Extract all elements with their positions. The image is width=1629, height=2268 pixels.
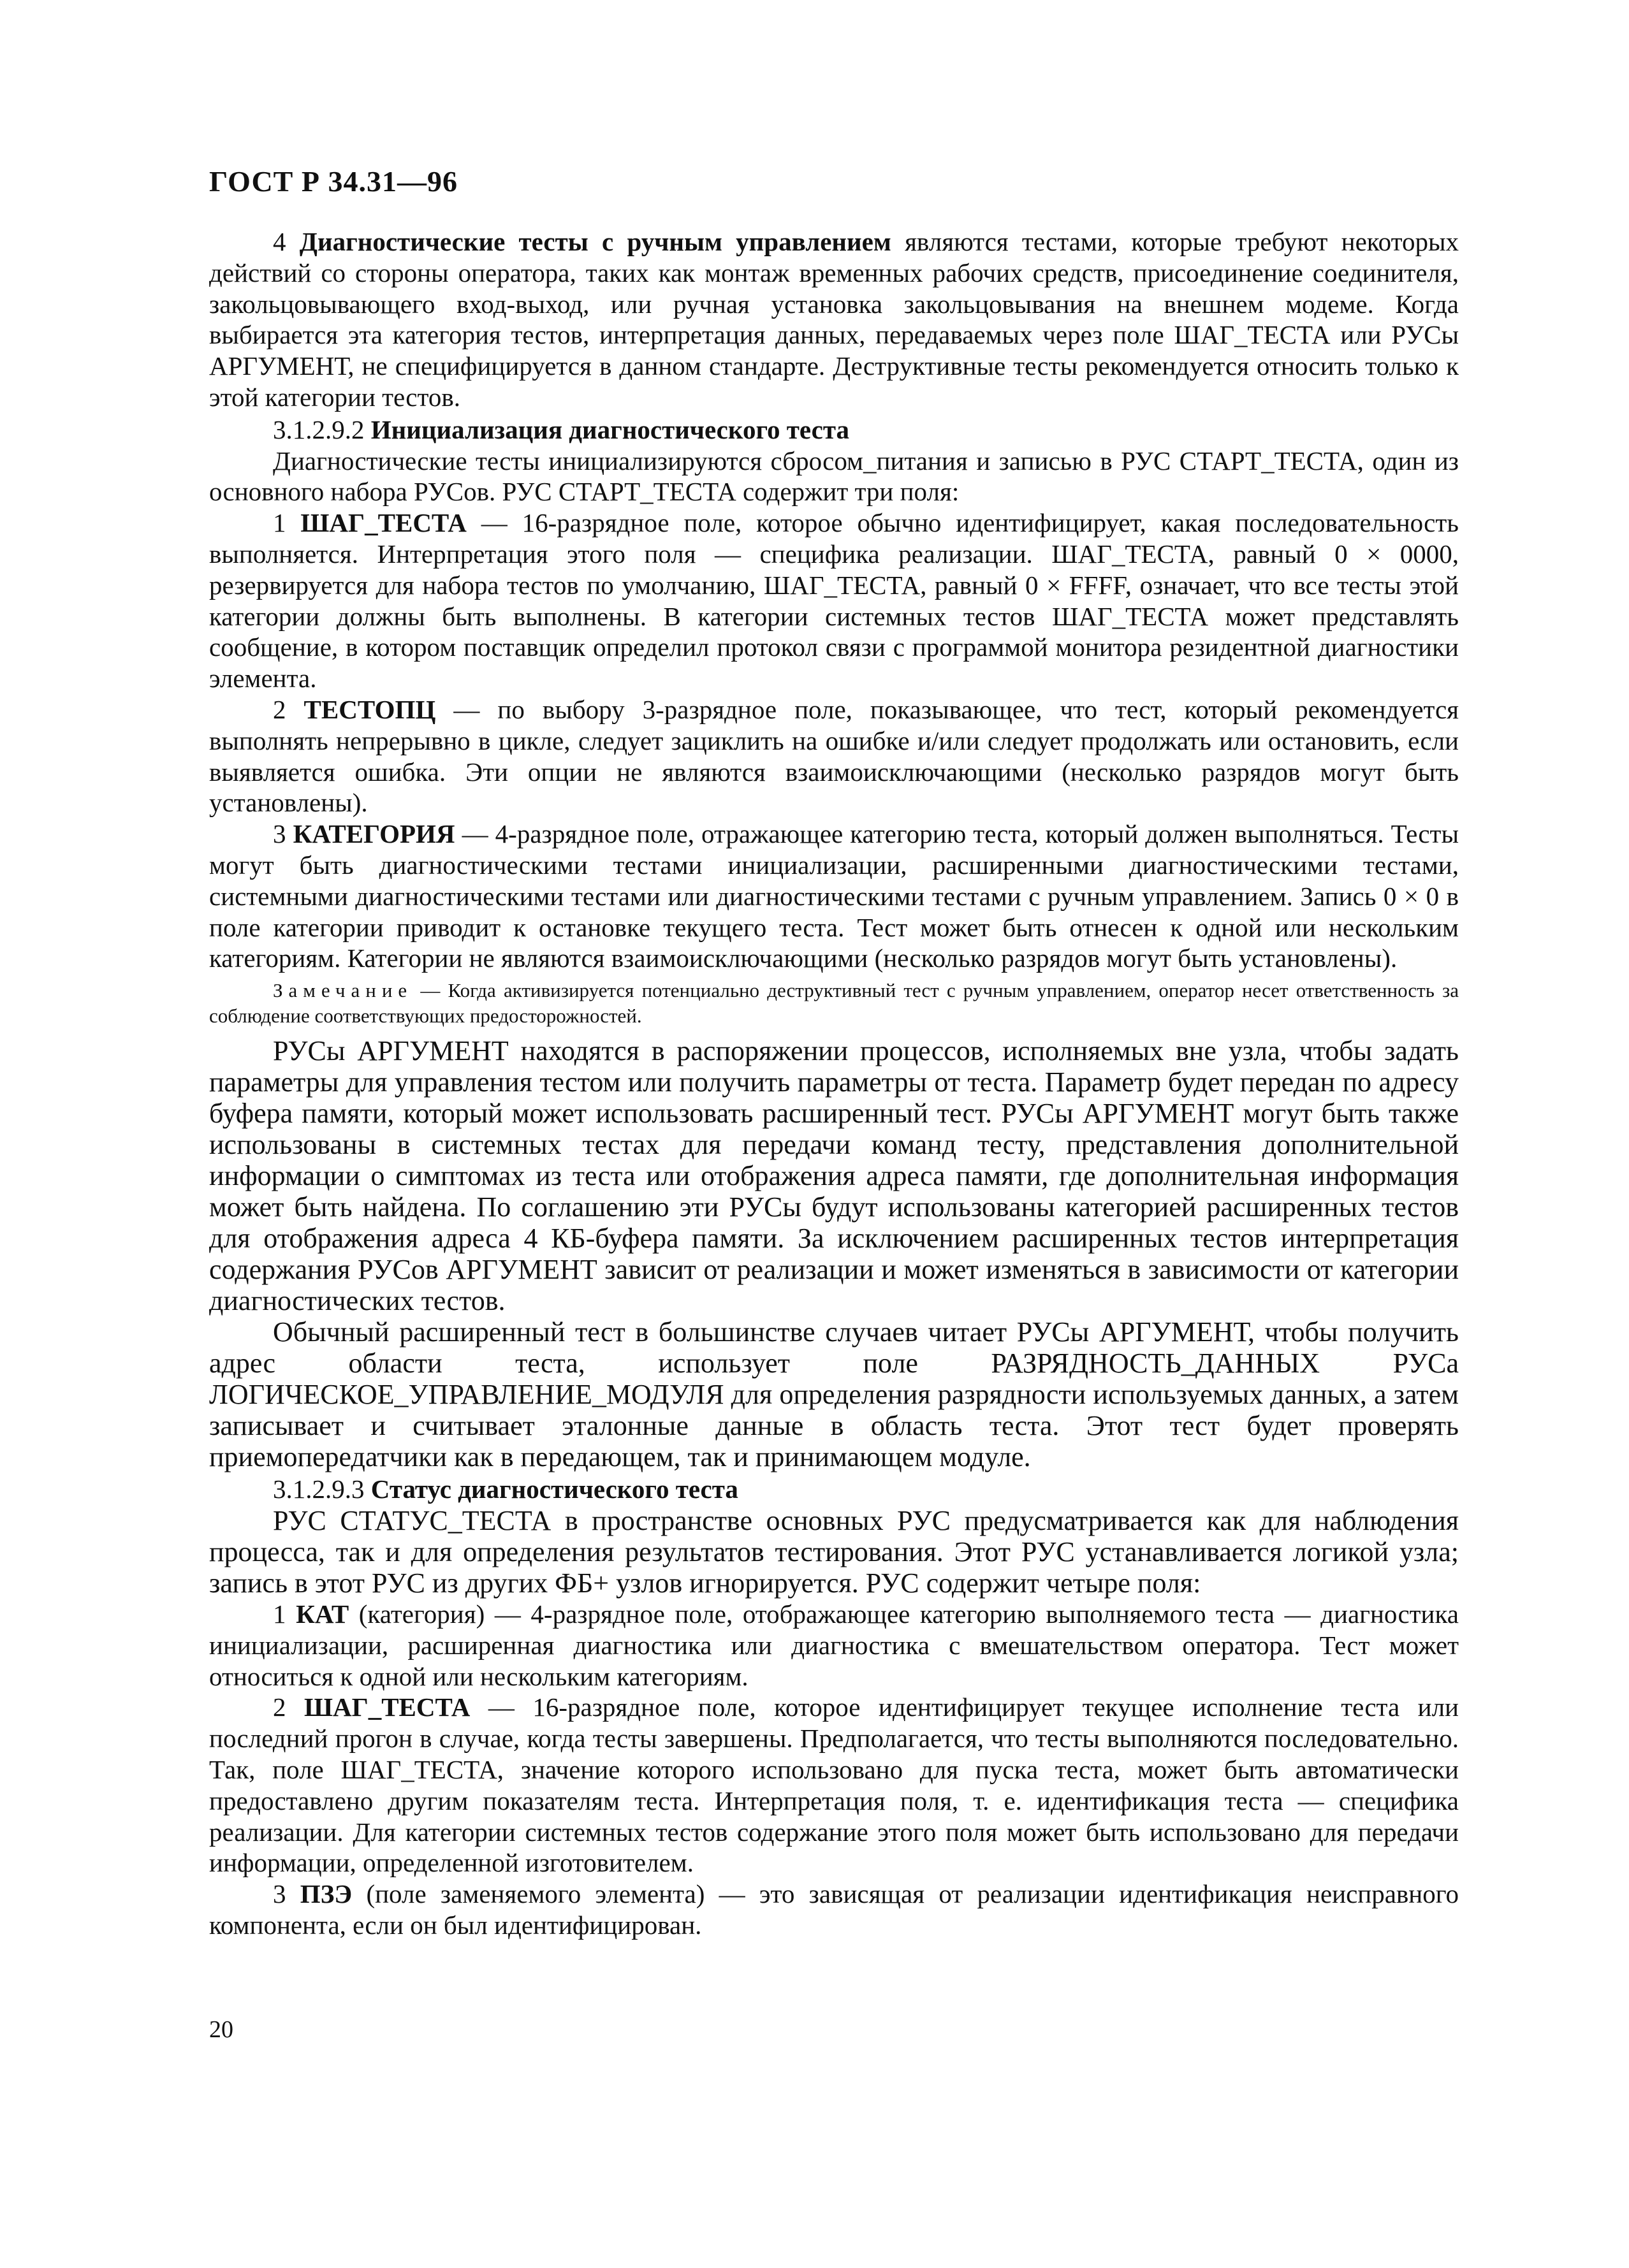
term-test-step: ШАГ_ТЕСТА <box>300 508 467 538</box>
paragraph-text: — 16-разрядное поле, которое идентифицирует текущее исполнение теста или последний прогон в случае, когда тесты завершены. Предполагается, что тесты выполняются последовательно. Так, поле ШАГ_ТЕСТА, значение которого использовано для пуска теста, может быть автоматически предоставлено другим показателям теста. Интерпретация поля, т. е. идентификация теста — специфика реализации. Для категории системных тестов содержание этого поля может быть использовано для передачи информации, определенной изготовителем. <box>209 1692 1459 1878</box>
paragraph-text: являются тестами, которые требуют некоторых действий со стороны оператора, таких как монтаж временных рабочих средств, присоединение соединителя, закольцовывающего вход-выход, или ручная установка закольцовывания на внешнем модеме. Когда выбирается эта категория тестов, интерпретация данных, передаваемых через поле ШАГ_ТЕСТА или РУСы АРГУМЕНТ, не специфицируется в данном стандарте. Деструктивные тесты рекомендуется относить только к этой категории тестов. <box>209 227 1459 412</box>
item-number: 2 <box>273 694 286 724</box>
paragraph-text: (категория) — 4-разрядное поле, отображающее категорию выполняемого теста — диагностика инициализации, расширенная диагностика или диагностика с вмешательством оператора. Тест может относиться к одной или нескольким категориям. <box>209 1599 1459 1691</box>
paragraph-init-intro <box>209 446 1459 508</box>
item-number: 3 <box>273 1879 286 1909</box>
term-category: КАТЕГОРИЯ <box>293 819 455 849</box>
term-pze: ПЗЭ <box>300 1879 353 1909</box>
paragraph-manual-tests <box>209 226 1459 413</box>
paragraph-text: — по выбору 3-разрядное поле, показывающее, что тест, который рекомендуется выполнять непрерывно в цикле, следует зациклить на ошибке и/или следует продолжать или остановить, если выявляется ошибка. Эти опции не являются взаимоисключающими (несколько разрядов могут быть установлены). <box>209 694 1459 818</box>
item-number: 1 <box>273 1599 286 1629</box>
paragraph-extended-test <box>209 1316 1459 1472</box>
paragraph-field-pze <box>209 1879 1459 1941</box>
paragraph-text: РУС СТАТУС_ТЕСТА в пространстве основных РУС предусматривается как для наблюдения процесса, так и для определения результатов тестирования. Этот РУС устанавливается логикой узла; запись в этот РУС из других ФБ+ узлов игнорируется. РУС содержит четыре поля: <box>209 1504 1459 1599</box>
section-title: Инициализация диагностического теста <box>370 414 849 444</box>
term-testopc: ТЕСТОПЦ <box>303 694 436 724</box>
term-manual-tests: Диагностические тесты с ручным управлением <box>299 227 891 256</box>
section-number: 3.1.2.9.3 <box>273 1474 365 1504</box>
paragraph-argument-registers <box>209 1035 1459 1316</box>
paragraph-field-cat <box>209 1599 1459 1692</box>
paragraph-status-intro <box>209 1505 1459 1599</box>
section-number: 3.1.2.9.2 <box>273 414 365 444</box>
page-number: 20 <box>209 2016 233 2043</box>
section-title: Статус диагностического теста <box>370 1474 738 1504</box>
term-cat: КАТ <box>296 1599 349 1629</box>
paragraph-text: — 16-разрядное поле, которое обычно идентифицирует, какая последовательность выполняется. Интерпретация этого поля — специфика реализации. ШАГ_ТЕСТА, равный 0 × 0000, резервируется для набора тестов по умолчанию, ШАГ_ТЕСТА, равный 0 × FFFF, означает, что все тесты этой категории должны быть выполнены. В категории системных тестов ШАГ_ТЕСТА может представлять сообщение, в котором поставщик определил протокол связи с программой монитора резидентной диагностики элемента. <box>209 508 1459 694</box>
paragraph-field-category <box>209 818 1459 974</box>
note-text: — Когда активизируется потенциально деструктивный тест с ручным управлением, оператор несет ответственность за соблюдение соответствующих предосторожностей. <box>209 979 1459 1028</box>
paragraph-text: Обычный расширенный тест в большинстве случаев читает РУСы АРГУМЕНТ, чтобы получить адрес области теста, использует поле РАЗРЯДНОСТЬ_ДАННЫХ РУСа ЛОГИЧЕСКОЕ_УПРАВЛЕНИЕ_МОДУЛЯ для определения разрядности используемых данных, а затем записывает и считывает эталонные данные в область теста. Этот тест будет проверять приемопередатчики как в передающем, так и принимающем модуле. <box>209 1316 1459 1473</box>
section-heading-init <box>209 414 1459 446</box>
note <box>209 978 1459 1029</box>
paragraph-field-test-step-status <box>209 1692 1459 1879</box>
paragraph-field-testopc <box>209 694 1459 818</box>
item-number: 1 <box>273 508 286 538</box>
paragraph-text: — 4-разрядное поле, отражающее категорию теста, который должен выполняться. Тесты могут быть диагностическими тестами инициализации, расширенными диагностическими тестами, системными диагностическими тестами или диагностическими тестами с ручным управлением. Запись 0 × 0 в поле категории приводит к остановке текущего теста. Тест может быть отнесен к одной или нескольким категориям. Категории не являются взаимоисключающими (несколько разрядов могут быть установлены). <box>209 819 1459 973</box>
item-number: 2 <box>273 1692 286 1722</box>
paragraph-field-test-step <box>209 507 1459 694</box>
term-test-step: ШАГ_ТЕСТА <box>303 1692 471 1722</box>
body-text <box>209 226 1459 1941</box>
note-label: Замечание <box>273 979 413 1002</box>
paragraph-text: Диагностические тесты инициализируются сбросом_питания и записью в РУС СТАРТ_ТЕСТА, один из основного набора РУСов. РУС СТАРТ_ТЕСТА содержит три поля: <box>209 446 1459 507</box>
document-header: ГОСТ Р 34.31—96 <box>209 165 458 198</box>
paragraph-text: РУСы АРГУМЕНТ находятся в распоряжении процессов, исполняемых вне узла, чтобы задать параметры для управления тестом или получить параметры от теста. Параметр будет передан по адресу буфера памяти, который может использовать расширенный тест. РУСы АРГУМЕНТ могут быть также использованы в системных тестах для передачи команд тесту, представления дополнительной информации о симптомах из теста или отображения адреса памяти, где дополнительная информация может быть найдена. По соглашению эти РУСы будут использованы категорией расширенных тестов для отображения адреса 4 КБ-буфера памяти. За исключением расширенных тестов интерпретация содержания РУСов АРГУМЕНТ зависит от реализации и может изменяться в зависимости от категории диагностических тестов. <box>209 1035 1459 1317</box>
section-heading-status <box>209 1474 1459 1505</box>
item-number: 3 <box>273 819 286 849</box>
item-number: 4 <box>273 227 286 256</box>
paragraph-text: (поле заменяемого элемента) — это зависящая от реализации идентификация неисправного компонента, если он был идентифицирован. <box>209 1879 1459 1940</box>
